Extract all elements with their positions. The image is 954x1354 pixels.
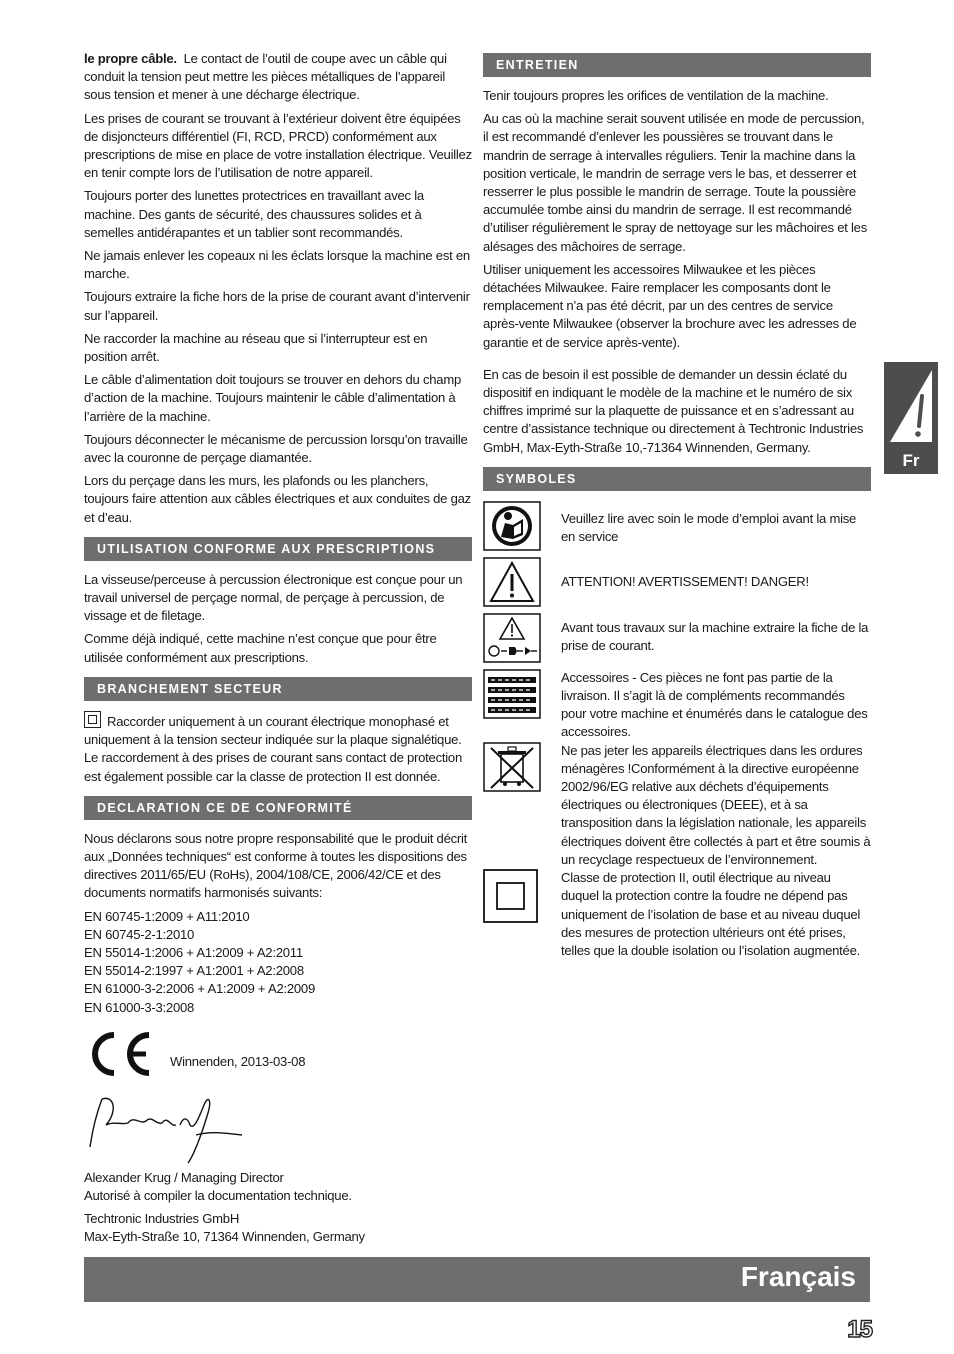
symbol-row-read-manual bbox=[483, 501, 871, 557]
ce-row bbox=[84, 1023, 472, 1085]
read-manual-icon bbox=[483, 501, 541, 551]
paragraph-unplug: Toujours extraire la fiche hors de la prise de courant avant d’intervenir sur l’appareil. bbox=[84, 289, 470, 323]
paragraph-percussion: Toujours déconnecter le mécanisme de percussion lorsqu’on travaille avec la couronne de perçage diamantée. bbox=[84, 431, 468, 466]
language-footer-bar bbox=[84, 1257, 870, 1302]
symbol-row-weee bbox=[483, 742, 871, 869]
paragraph-mains-text: Raccorder uniquement à un courant électrique monophasé et uniquement à la tension secteur indiquée sur la plaque signalétique. Le raccordement à des prises de courant sans contact de protection est également possible car la classe de protection II est donnée. bbox=[84, 713, 462, 784]
symbol-text: Classe de protection II, outil électrique au niveau duquel la protection contre la foudre ne dépend pas uniquement de l’isolation de base et au niveau duquel des mesures de protection ultérieurs ont été prises, telles que la double isolation ou l’isolation augmentée. bbox=[561, 870, 861, 958]
right-column bbox=[483, 50, 871, 960]
standard-item: EN 55014-1:2006 + A1:2009 + A2:2011 bbox=[84, 944, 303, 960]
paragraph-switch: Ne raccorder la machine au réseau que si l’interrupteur est en position arrêt. bbox=[84, 330, 428, 365]
company-address: Max-Eyth-Straße 10, 71364 Winnenden, Germany bbox=[84, 1229, 365, 1245]
symbol-text: Veuillez lire avec soin le mode d’emploi avant la mise en service bbox=[561, 510, 857, 545]
section-header-usage: UTILISATION CONFORME AUX PRESCRIPTIONS bbox=[84, 537, 472, 561]
signer-authorization: Autorisé à compiler la documentation technique. bbox=[84, 1187, 352, 1203]
symbol-row-warning bbox=[483, 557, 871, 613]
signer-name: Alexander Krug / Managing Director bbox=[84, 1169, 284, 1185]
standard-item: EN 60745-2-1:2010 bbox=[84, 926, 195, 942]
section-header-mains: BRANCHEMENT SECTEUR bbox=[84, 677, 472, 701]
class-ii-small-icon bbox=[84, 711, 101, 728]
section-header-maintenance: ENTRETIEN bbox=[483, 53, 871, 77]
paragraph-usage-2: Comme déjà indiqué, cette machine n’est conçue que pour être utilisée conformément aux prescriptions. bbox=[84, 631, 437, 665]
paragraph-maintenance-3: Utiliser uniquement les accessoires Milwaukee et les pièces détachées Milwaukee. Faire remplacer les composants dont le remplacement n’a pas été décrit, par un des centres de service après-vente Milwaukee (observer la brochure avec les adresses de garantie et de service après-vente). bbox=[483, 261, 857, 350]
paragraph-maintenance-2: Au cas où la machine serait souvent utilisée en mode de percussion, il est recommandé d’enlever les poussières se trouvant dans le mandrin de serrage à intervalles réguliers. Tenir la machine dans la position verticale, le mandrin de serrage vers le bas, et desserrer et resserrer le plus possible le mandrin de serrage. Toute la poussière accumulée tombe ainsi du mandrin de serrage. Il est recommandé d’utiliser régulièrement le spray de nettoyage sur les mâchoires et les alésages des mâchoires de serrage. bbox=[483, 111, 867, 254]
class-ii-icon bbox=[483, 869, 541, 923]
unplug-warning-icon bbox=[483, 613, 541, 663]
standard-item: EN 61000-3-2:2006 + A1:2009 + A2:2009 bbox=[84, 981, 316, 997]
standard-item: EN 60745-1:2009 + A11:2010 bbox=[84, 908, 250, 924]
page-number: 15 bbox=[847, 1316, 872, 1343]
side-tab-label: Fr bbox=[902, 451, 920, 470]
paragraph-mains bbox=[84, 711, 472, 786]
language-side-tab bbox=[884, 362, 938, 474]
ce-mark-icon bbox=[86, 1029, 152, 1079]
symbol-text: Accessoires - Ces pièces ne font pas partie de la livraison. Il s’agit là de compléments recommandés pour votre machine et énumérés dans le catalogue des accessoires. bbox=[561, 669, 868, 740]
symbol-row-class-ii bbox=[483, 869, 871, 960]
accessories-icon bbox=[483, 669, 541, 719]
paragraph-drilling-walls: Lors du perçage dans les murs, les plafonds ou les planchers, toujours faire attention aux câbles électriques et aux conduites de gaz et d’eau. bbox=[84, 473, 471, 525]
bold-lead: le propre câble. bbox=[84, 51, 177, 66]
signer-block bbox=[84, 1169, 472, 1205]
weee-bin-icon bbox=[483, 742, 541, 792]
section-header-symbols: SYMBOLES bbox=[483, 467, 871, 491]
left-column bbox=[84, 50, 472, 1252]
paragraph-sockets: Les prises de courant se trouvant à l’extérieur doivent être équipées de disjoncteurs différentiel (FI, RCD, PRCD) conformément aux prescriptions de mise en place de votre installation électrique. Veuillez en tenir compte lors de l’utilisation de notre appareil. bbox=[84, 110, 472, 181]
signature-image bbox=[84, 1085, 254, 1167]
paragraph-cable bbox=[84, 50, 472, 105]
paragraph-chips: Ne jamais enlever les copeaux ni les éclats lorsque la machine est en marche. bbox=[84, 248, 470, 282]
symbol-text: Avant tous travaux sur la machine extraire la fiche de la prise de courant. bbox=[561, 619, 869, 654]
paragraph-declaration: Nous déclarons sous notre propre responsabilité que le produit décrit aux „Données techniques“ est conforme à toutes les dispositions des directives 2011/65/EU (RoHs), 2004/108/CE, 2006/42/CE et des documents normatifs harmonisés suivants: bbox=[84, 830, 468, 901]
paragraph-goggles: Toujours porter des lunettes protectrices en travaillant avec la machine. Des gants de sécurité, des chaussures solides et à semelles antidérapantes et un tablier sont recommandés. bbox=[84, 188, 424, 240]
paragraph-usage-1: La visseuse/perceuse à percussion électronique est conçue pour un travail universel de perçage normal, de perçage à percussion, de vissage et de filetage. bbox=[84, 571, 463, 624]
standard-item: EN 55014-2:1997 + A1:2001 + A2:2008 bbox=[84, 963, 304, 979]
company-name: Techtronic Industries GmbH bbox=[84, 1211, 240, 1227]
symbol-row-accessories bbox=[483, 669, 871, 742]
section-header-declaration: DECLARATION CE DE CONFORMITÉ bbox=[84, 796, 472, 820]
warning-exclamation-icon bbox=[888, 368, 934, 444]
standards-list bbox=[84, 908, 472, 1017]
warning-icon bbox=[483, 557, 541, 607]
standard-item: EN 61000-3-3:2008 bbox=[84, 999, 195, 1015]
place-date: Winnenden, 2013-03-08 bbox=[170, 1053, 306, 1069]
symbol-row-unplug bbox=[483, 613, 871, 669]
paragraph-text: Le contact de l’outil de coupe avec un câble qui conduit la tension peut mettre les pièces métalliques de l’appareil sous tension et mener à une décharge électrique. bbox=[84, 51, 447, 103]
company-block bbox=[84, 1210, 472, 1246]
paragraph-maintenance-4: En cas de besoin il est possible de demander un dessin éclaté du dispositif en indiquant le modèle de la machine et le numéro de six chiffres imprimé sur la plaquette de puissance et en s’adressant au centre d’assistance technique ou directement à Techtronic Industries GmbH, Max-Eyth-Straße 10,-71364 Winnenden, Germany. bbox=[483, 366, 864, 455]
symbol-text: Ne pas jeter les appareils électriques dans les ordures ménagères !Conformément à la directive européenne 2002/96/EG relative aux déchets d’équipements électriques ou électroniques (DEEE), et à sa transposition dans la législation nationale, les appareils électriques doivent être collectés à part et être soumis à un recyclage respectueux de l’environnement. bbox=[561, 742, 871, 867]
paragraph-power-cable: Le câble d’alimentation doit toujours se trouver en dehors du champ d’action de la machine. Toujours maintenir le câble d’alimentation à l’arrière de la machine. bbox=[84, 372, 462, 424]
language-label: Français bbox=[740, 1261, 856, 1292]
symbol-text: ATTENTION! AVERTISSEMENT! DANGER! bbox=[561, 573, 809, 589]
paragraph-maintenance-1: Tenir toujours propres les orifices de ventilation de la machine. bbox=[483, 88, 829, 103]
